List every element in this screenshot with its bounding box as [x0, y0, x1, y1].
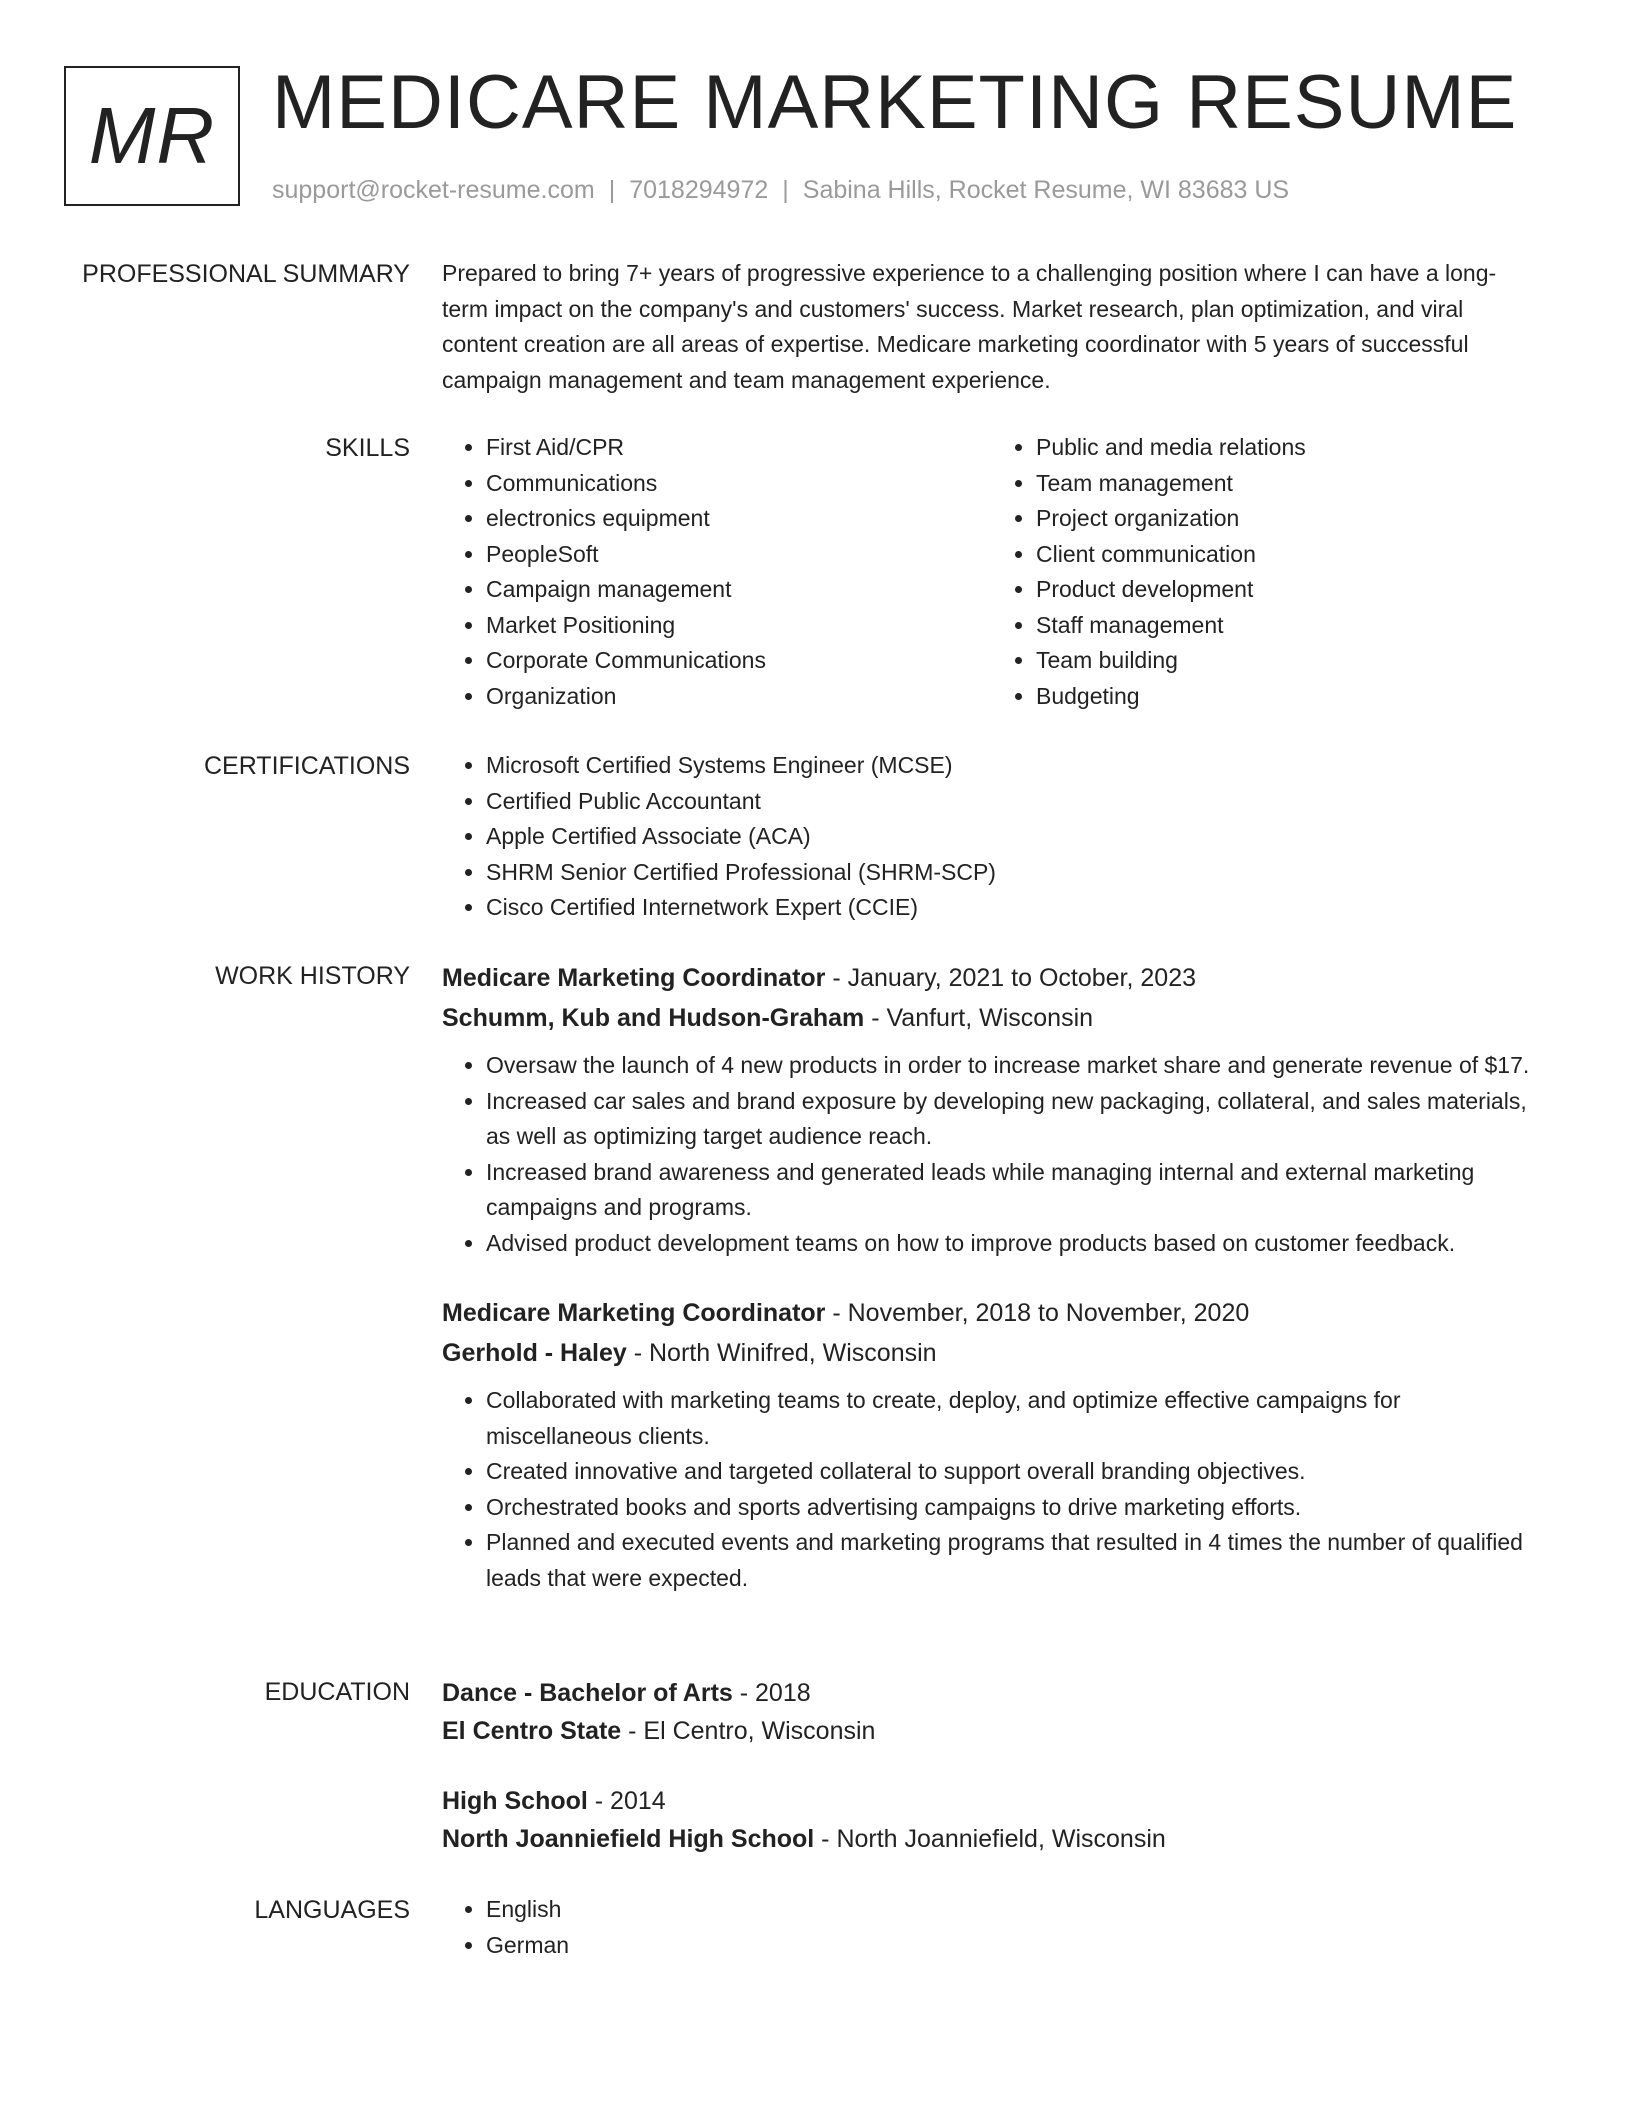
skills-label: SKILLS [325, 434, 410, 462]
contact-phone: 7018294972 [629, 176, 769, 204]
job-bullet: • Created innovative and targeted collateral to support overall branding objectives. [486, 1454, 1542, 1490]
skill-item: • Corporate Communications [486, 643, 992, 679]
skill-item: • Budgeting [1036, 679, 1542, 715]
skill-item: • Team management [1036, 466, 1542, 502]
skill-item: • Communications [486, 466, 992, 502]
job-company-line [442, 998, 1542, 1038]
education-degree: High School [442, 1787, 588, 1815]
education-school: El Centro State [442, 1717, 622, 1745]
certification-item: • Microsoft Certified Systems Engineer (MCSE) [486, 748, 1542, 784]
education-entry [442, 1674, 1542, 1750]
skill-item: • Market Positioning [486, 608, 992, 644]
education-year: - 2014 [587, 1787, 666, 1815]
certifications-list [442, 748, 1542, 926]
job-bullet: • Advised product development teams on how to improve products based on customer feedback. [486, 1226, 1542, 1262]
skill-item: • Project organization [1036, 501, 1542, 537]
contact-line [272, 174, 1289, 206]
education-degree: Dance - Bachelor of Arts [442, 1679, 733, 1707]
education-body [442, 1674, 1542, 1858]
job-bullet: • Increased brand awareness and generated leads while managing internal and external marketing campaigns and programs. [486, 1155, 1542, 1226]
job-bullet: • Oversaw the launch of 4 new products in order to increase market share and generate revenue of $17. [486, 1048, 1542, 1084]
job-title: Medicare Marketing Coordinator [442, 1299, 826, 1327]
job-dates: - January, 2021 to October, 2023 [825, 964, 1197, 992]
education-school: North Joanniefield High School [442, 1825, 815, 1853]
job-title-line [442, 1293, 1542, 1333]
job-company: Gerhold - Haley [442, 1339, 627, 1367]
summary-text: Prepared to bring 7+ years of progressive experience to a challenging position where I can have a long-term impact on the company's and customers' success. Market research, plan optimization, and viral content creation are all areas of expertise. Medicare marketing coordinator with 5 years of successful campaign management and team management experience. [442, 260, 1497, 393]
certifications-label: CERTIFICATIONS [203, 752, 410, 780]
job-title: Medicare Marketing Coordinator [442, 964, 826, 992]
certification-item: • Apple Certified Associate (ACA) [486, 819, 1542, 855]
job-company: Schumm, Kub and Hudson-Graham [442, 1004, 865, 1032]
job-bullets [442, 1048, 1542, 1261]
job-bullet: • Increased car sales and brand exposure by developing new packaging, collateral, and sales materials, as well as optimizing target audience reach. [486, 1084, 1542, 1155]
job-bullet: • Orchestrated books and sports advertising campaigns to drive marketing efforts. [486, 1490, 1542, 1526]
job-entry [442, 1293, 1542, 1596]
languages-label: LANGUAGES [254, 1896, 410, 1924]
language-item: • German [486, 1928, 1542, 1964]
job-location: - Vanfurt, Wisconsin [864, 1004, 1094, 1032]
skill-item: • PeopleSoft [486, 537, 992, 573]
skill-item: • Client communication [1036, 537, 1542, 573]
skill-item: • Public and media relations [1036, 430, 1542, 466]
certification-item: • SHRM Senior Certified Professional (SHRM-SCP) [486, 855, 1542, 891]
job-location: - North Winifred, Wisconsin [626, 1339, 937, 1367]
contact-separator: | [608, 176, 616, 204]
job-dates: - November, 2018 to November, 2020 [825, 1299, 1250, 1327]
job-company-line [442, 1333, 1542, 1373]
monogram-logo: MR [64, 66, 240, 206]
job-bullet: • Collaborated with marketing teams to create, deploy, and optimize effective campaigns for miscellaneous clients. [486, 1383, 1542, 1454]
education-year: - 2018 [732, 1679, 811, 1707]
job-bullet: • Planned and executed events and marketing programs that resulted in 4 times the number of qualified leads that were expected. [486, 1525, 1542, 1596]
resume-title: MEDICARE MARKETING RESUME [272, 60, 1518, 145]
work-history-body [442, 958, 1542, 1596]
skill-item: • Campaign management [486, 572, 992, 608]
skills-column-right [992, 430, 1542, 714]
job-title-line [442, 958, 1542, 998]
job-entry [442, 958, 1542, 1261]
skill-item: • Team building [1036, 643, 1542, 679]
job-bullets [442, 1383, 1542, 1596]
work-history-label: WORK HISTORY [215, 962, 410, 990]
skill-item: • Product development [1036, 572, 1542, 608]
skills-column-left [442, 430, 992, 714]
certification-item: • Cisco Certified Internetwork Expert (CCIE) [486, 890, 1542, 926]
languages-list [442, 1892, 1542, 1963]
education-location: - North Joanniefield, Wisconsin [814, 1825, 1166, 1853]
certification-item: • Certified Public Accountant [486, 784, 1542, 820]
contact-address: Sabina Hills, Rocket Resume, WI 83683 US [802, 176, 1290, 204]
skill-item: • electronics equipment [486, 501, 992, 537]
skill-item: • Staff management [1036, 608, 1542, 644]
education-location: - El Centro, Wisconsin [621, 1717, 876, 1745]
language-item: • English [486, 1892, 1542, 1928]
education-entry [442, 1782, 1542, 1858]
education-label: EDUCATION [264, 1678, 410, 1706]
contact-email: support@rocket-resume.com [272, 176, 595, 204]
summary-label: PROFESSIONAL SUMMARY [82, 260, 410, 288]
contact-separator: | [782, 176, 789, 204]
skill-item: • Organization [486, 679, 992, 715]
skills-list [442, 430, 1542, 714]
skill-item: • First Aid/CPR [486, 430, 992, 466]
